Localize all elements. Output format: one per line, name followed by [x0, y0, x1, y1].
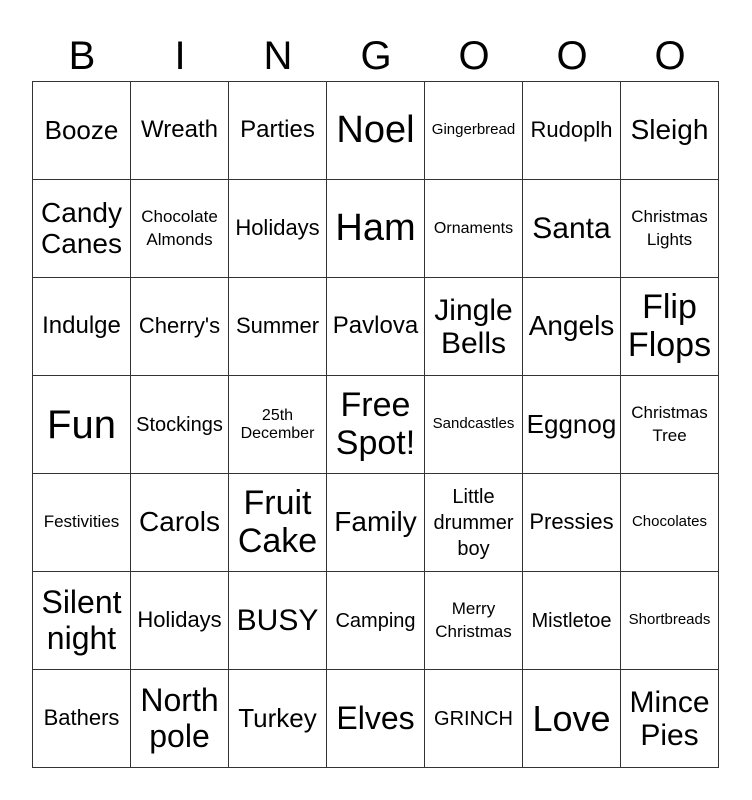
bingo-cell[interactable]: Silent night	[33, 572, 131, 670]
header-letter: O	[556, 34, 588, 78]
bingo-cell[interactable]: Santa	[523, 180, 621, 278]
bingo-cell[interactable]: Wreath	[131, 82, 229, 180]
bingo-cell[interactable]: Turkey	[229, 670, 327, 768]
bingo-cell[interactable]: Holidays	[229, 180, 327, 278]
bingo-cell[interactable]: Christmas Lights	[621, 180, 719, 278]
bingo-cell[interactable]: Mince Pies	[621, 670, 719, 768]
header-letter: B	[68, 34, 96, 78]
bingo-cell[interactable]: Rudoplh	[523, 82, 621, 180]
header-letter: G	[360, 34, 392, 78]
bingo-cell[interactable]: Chocolate Almonds	[131, 180, 229, 278]
bingo-cell[interactable]: Carols	[131, 474, 229, 572]
bingo-cell[interactable]: Fun	[33, 376, 131, 474]
bingo-cell[interactable]: Flip Flops	[621, 278, 719, 376]
bingo-header	[33, 30, 719, 82]
bingo-cell[interactable]: Little drummer boy	[425, 474, 523, 572]
bingo-cell[interactable]: Shortbreads	[621, 572, 719, 670]
bingo-cell[interactable]: Eggnog	[523, 376, 621, 474]
bingo-cell[interactable]: Ham	[327, 180, 425, 278]
bingo-cell[interactable]: Love	[523, 670, 621, 768]
header-letter: N	[263, 34, 293, 78]
bingo-cell[interactable]: Fruit Cake	[229, 474, 327, 572]
bingo-cell[interactable]: Family	[327, 474, 425, 572]
bingo-cell[interactable]: Jingle Bells	[425, 278, 523, 376]
bingo-cell[interactable]: Pavlova	[327, 278, 425, 376]
bingo-cell[interactable]: Gingerbread	[425, 82, 523, 180]
bingo-cell[interactable]: Noel	[327, 82, 425, 180]
bingo-cell[interactable]: Camping	[327, 572, 425, 670]
bingo-cell[interactable]: 25th December	[229, 376, 327, 474]
bingo-cell[interactable]: Pressies	[523, 474, 621, 572]
bingo-cell[interactable]: North pole	[131, 670, 229, 768]
header-letter: O	[654, 34, 686, 78]
bingo-cell[interactable]: GRINCH	[425, 670, 523, 768]
bingo-cell[interactable]: Bathers	[33, 670, 131, 768]
bingo-cell[interactable]: Chocolates	[621, 474, 719, 572]
bingo-cell[interactable]: Sandcastles	[425, 376, 523, 474]
bingo-cell[interactable]: Angels	[523, 278, 621, 376]
header-letter: O	[458, 34, 490, 78]
header-letter: I	[174, 34, 186, 78]
bingo-cell[interactable]: Parties	[229, 82, 327, 180]
bingo-cell[interactable]: Booze	[33, 82, 131, 180]
bingo-cell[interactable]: Ornaments	[425, 180, 523, 278]
bingo-grid	[32, 81, 719, 768]
bingo-cell[interactable]: Indulge	[33, 278, 131, 376]
bingo-cell[interactable]: Festivities	[33, 474, 131, 572]
bingo-cell[interactable]: Christmas Tree	[621, 376, 719, 474]
bingo-cell[interactable]: Elves	[327, 670, 425, 768]
bingo-cell[interactable]: Mistletoe	[523, 572, 621, 670]
bingo-cell[interactable]: BUSY	[229, 572, 327, 670]
bingo-cell[interactable]: Candy Canes	[33, 180, 131, 278]
bingo-cell[interactable]: Holidays	[131, 572, 229, 670]
bingo-cell[interactable]: Stockings	[131, 376, 229, 474]
bingo-cell[interactable]: Merry Christmas	[425, 572, 523, 670]
bingo-cell[interactable]: Cherry's	[131, 278, 229, 376]
bingo-cell[interactable]: Sleigh	[621, 82, 719, 180]
bingo-cell[interactable]: Summer	[229, 278, 327, 376]
free-spot[interactable]: Free Spot!	[327, 376, 425, 474]
